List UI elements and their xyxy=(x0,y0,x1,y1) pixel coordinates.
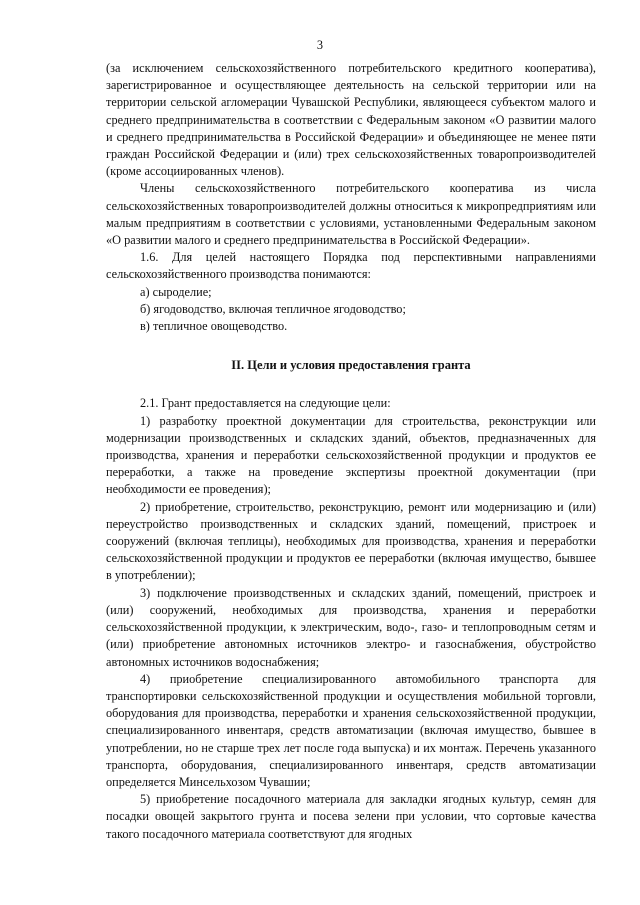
list-item: в) тепличное овощеводство. xyxy=(140,319,288,334)
section-heading: II. Цели и условия предоставления гранта xyxy=(231,358,471,373)
paragraph-clause-1-6: 1.6. Для целей настоящего Порядка под перспективными направлениями сельскохозяйственного производства понимаются: xyxy=(106,250,596,282)
paragraph-goal-4: 4) приобретение специализированного автомобильного транспорта для транспортировки сельскохозяйственной продукции и осуществления мобильной торговли, оборудования для производства, переработки и хранения сельскохозяйственной продукции, специализированного инвентаря, средств автоматизации (включая имущество, бывшее в употреблении, но не старше трех лет после года выпуска) и их монтаж. Перечень указанного транспорта, оборудования, специализированного инвентаря, средств автоматизации определяется Минсельхозом Чувашии; xyxy=(106,671,596,789)
page-number: 3 xyxy=(316,38,324,52)
paragraph-goal-1: 1) разработку проектной документации для строительства, реконструкции или модернизации производственных и складских зданий, объектов, предназначенных для производства, хранения и переработки сельскохозяйственной продукции и продуктов ее переработки, а также на проведение экспертизы проектной документации (при необходимости ее проведения); xyxy=(106,413,596,497)
directions-list xyxy=(106,284,596,336)
paragraph-clause-2-1: 2.1. Грант предоставляется на следующие цели: xyxy=(140,396,391,411)
list-item: б) ягодоводство, включая тепличное ягодоводство; xyxy=(140,301,406,316)
paragraph-cooperative-definition: (за исключением сельскохозяйственного потребительского кредитного кооператива), зарегистрированное и осуществляющее деятельность на сельской территории или на территории сельской агломерации Чувашской Республики, являющееся субъектом малого и среднего предпринимательства в соответствии с Федеральным законом «О развитии малого и среднего предпринимательства в Российской Федерации» и объединяющее не менее пяти граждан Российской Федерации и (или) трех сельскохозяйственных товаропроизводителей (кроме ассоциированных членов). xyxy=(106,61,596,179)
paragraph-cooperative-members: Члены сельскохозяйственного потребительского кооператива из числа сельскохозяйственных товаропроизводителей должны относиться к микропредприятиям или малым предприятиям в соответствии с условиями, установленными Федеральным законом «О развитии малого и среднего предпринимательства в Российской Федерации». xyxy=(106,181,596,248)
paragraph-goal-5: 5) приобретение посадочного материала для закладки ягодных культур, семян для посадки овощей закрытого грунта и посева зелени при условии, что сортовые качества такого посадочного материала соответствуют для ягодных xyxy=(106,792,596,841)
paragraph-goal-3: 3) подключение производственных и складских зданий, помещений, пристроек и (или) сооружений, необходимых для производства, хранения и переработки сельскохозяйственной продукции, к электрическим, водо-, газо- и теплопроводным сетям и (или) приобретение автономных источников электро- и газоснабжения, обустройство автономных источников водоснабжения; xyxy=(106,585,596,669)
document-body xyxy=(106,60,596,843)
paragraph-goal-2: 2) приобретение, строительство, реконструкцию, ремонт или модернизацию и (или) переустройство производственных и складских зданий, помещений, пристроек и сооружений (включая теплицы), необходимых для производства, хранения и переработки сельскохозяйственной продукции и продуктов ее переработки (включая имущество, бывшее в употреблении); xyxy=(106,499,596,583)
list-item: а) сыроделие; xyxy=(140,284,212,299)
